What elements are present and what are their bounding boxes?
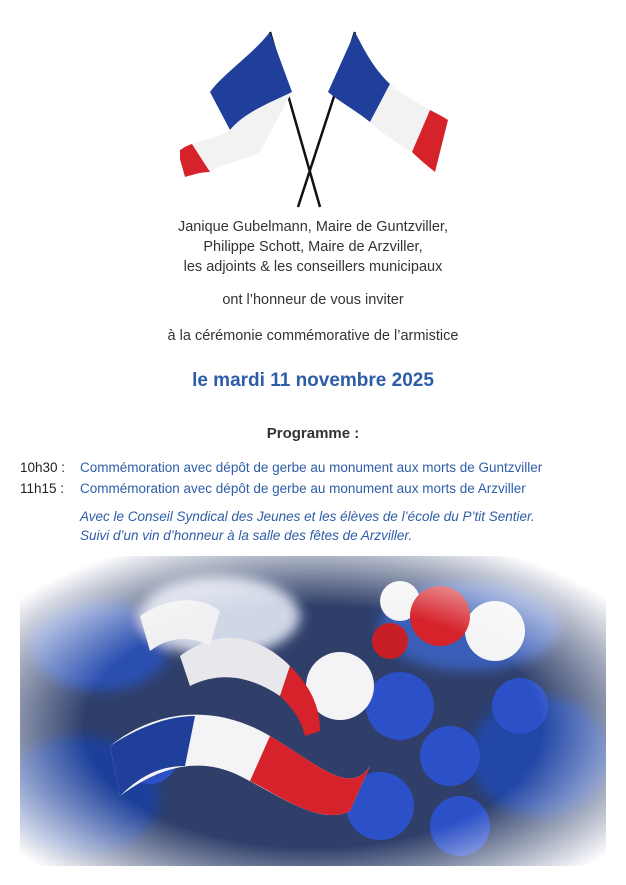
host-line: les adjoints & les conseillers municipaux	[183, 259, 443, 275]
program-note: Suivi d’un vin d’honneur à la salle des fêtes de Arzviller.	[80, 528, 413, 543]
right-flag-icon	[328, 32, 448, 172]
flowers-ribbon-photo	[20, 556, 606, 866]
program-item	[20, 460, 542, 475]
host-line: Philippe Schott, Maire de Arzviller,	[203, 239, 423, 255]
program-time: 10h30 :	[20, 460, 66, 475]
left-flag-icon	[180, 32, 292, 177]
program-desc: Commémoration avec dépôt de gerbe au monument aux morts de Guntzviller	[80, 460, 543, 475]
invite-text: ont l’honneur de vous inviter	[222, 292, 404, 308]
program-title: Programme :	[266, 425, 360, 442]
program-item	[20, 481, 526, 496]
ceremony-text: à la cérémonie commémorative de l’armistice	[167, 328, 459, 344]
program-desc: Commémoration avec dépôt de gerbe au monument aux morts de Arzviller	[80, 481, 526, 496]
french-flags-illustration	[180, 12, 450, 212]
program-note: Avec le Conseil Syndical des Jeunes et les élèves de l’école du P’tit Sentier.	[80, 509, 535, 524]
host-line: Janique Gubelmann, Maire de Guntzviller,	[177, 219, 448, 235]
event-date: le mardi 11 novembre 2025	[192, 370, 434, 391]
program-time: 11h15 :	[20, 481, 65, 496]
hosts-block	[0, 217, 626, 277]
